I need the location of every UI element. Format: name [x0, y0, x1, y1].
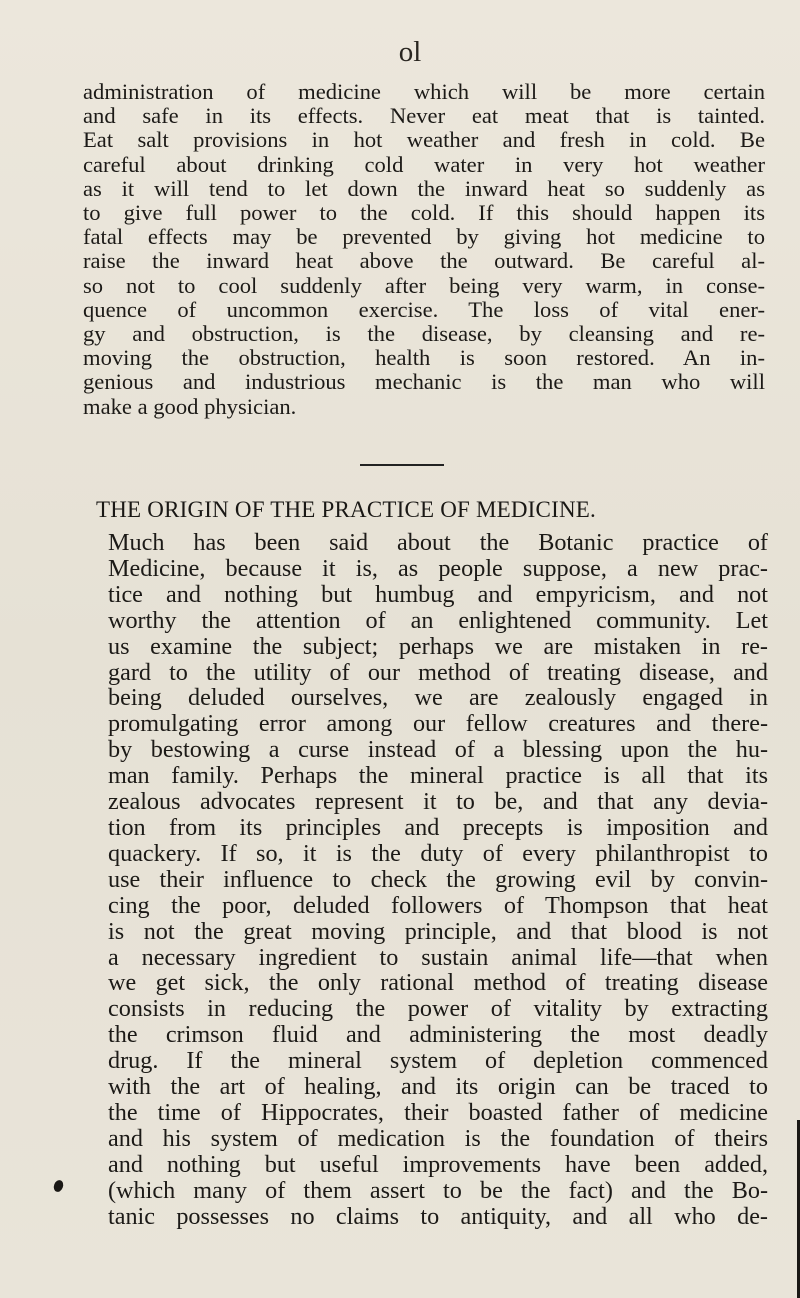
text-line: promulgating error among our fellow creatures and there- [108, 710, 768, 738]
text-line: we get sick, the only rational method of treating disease [108, 969, 768, 997]
section-divider [360, 464, 444, 466]
text-line: gard to the utility of our method of treating disease, and [108, 658, 768, 686]
text-line: fatal effects may be prevented by giving hot medicine to [83, 224, 765, 250]
text-line: man family. Perhaps the mineral practice is all that its [108, 762, 768, 790]
text-line: being deluded ourselves, we are zealously engaged in [108, 684, 768, 712]
text-line: (which many of them assert to be the fact) and the Bo- [108, 1176, 768, 1204]
text-line: the crimson fluid and administering the most deadly [108, 1021, 768, 1049]
text-line: and nothing but useful improvements have been added, [108, 1150, 768, 1178]
text-line: worthy the attention of an enlightened community. Let [108, 606, 768, 634]
section-heading: THE ORIGIN OF THE PRACTICE OF MEDICINE. [96, 497, 596, 522]
text-line: Eat salt provisions in hot weather and fresh in cold. Be [83, 127, 765, 153]
text-line: cing the poor, deluded followers of Thompson that heat [108, 891, 768, 919]
text-line: tice and nothing but humbug and empyricism, and not [108, 580, 768, 608]
text-line: gy and obstruction, is the disease, by cleansing and re- [83, 321, 765, 347]
text-line: us examine the subject; perhaps we are mistaken in re- [108, 632, 768, 660]
text-line: to give full power to the cold. If this should happen its [83, 200, 765, 226]
paragraph-advice [83, 80, 765, 419]
text-line: drug. If the mineral system of depletion commenced [108, 1047, 768, 1075]
ink-mark [52, 1179, 65, 1193]
text-line: quackery. If so, it is the duty of every philanthropist to [108, 839, 768, 867]
text-line: genious and industrious mechanic is the man who will [83, 369, 765, 395]
text-line: raise the inward heat above the outward. Be careful al- [83, 248, 765, 274]
text-line: with the art of healing, and its origin can be traced to [108, 1073, 768, 1101]
paragraph-origin [108, 530, 768, 1229]
text-line: careful about drinking cold water in very hot weather [83, 151, 765, 177]
text-line: make a good physician. [83, 393, 297, 419]
text-line: and his system of medication is the foundation of theirs [108, 1124, 768, 1152]
text-line: so not to cool suddenly after being very warm, in conse- [83, 272, 765, 298]
text-line: is not the great moving principle, and that blood is not [108, 917, 768, 945]
text-line: a necessary ingredient to sustain animal life—that when [108, 943, 768, 971]
text-line: administration of medicine which will be more certain [83, 79, 765, 104]
text-line: quence of uncommon exercise. The loss of vital ener- [83, 296, 765, 322]
text-line: moving the obstruction, health is soon restored. An in- [83, 345, 765, 371]
text-line: zealous advocates represent it to be, and that any devia- [108, 788, 768, 816]
text-line: by bestowing a curse instead of a blessing upon the hu- [108, 736, 768, 764]
text-line: use their influence to check the growing evil by convin- [108, 865, 768, 893]
text-line: consists in reducing the power of vitality by extracting [108, 995, 768, 1023]
text-line: the time of Hippocrates, their boasted father of medicine [108, 1098, 768, 1126]
text-line: tion from its principles and precepts is imposition and [108, 813, 768, 841]
text-line: as it will tend to let down the inward heat so suddenly as [83, 175, 765, 201]
text-line: Much has been said about the Botanic practice of [108, 529, 768, 556]
page-number: ol [398, 36, 422, 68]
text-line: tanic possesses no claims to antiquity, and all who de- [108, 1202, 768, 1230]
text-line: and safe in its effects. Never eat meat that is tainted. [83, 103, 765, 129]
text-line: Medicine, because it is, as people suppose, a new prac- [108, 554, 768, 582]
